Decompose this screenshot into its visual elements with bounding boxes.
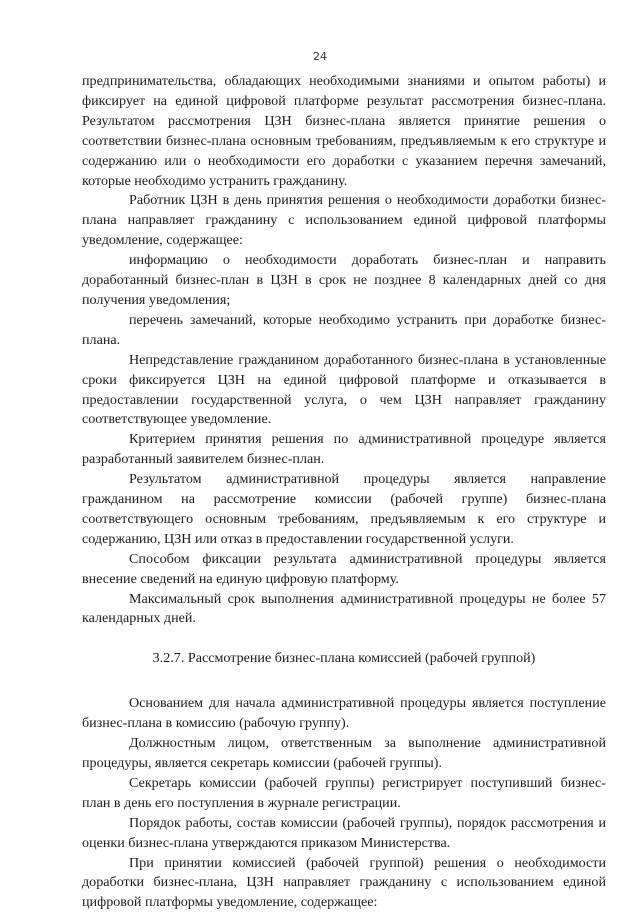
paragraph: Работник ЦЗН в день принятия решения о необходимости доработки бизнес-плана направляет гражданину с использованием единой цифровой платформы уведомление, содержащее: [82,192,606,249]
paragraph: Результатом административной процедуры является направление гражданином на рассмотрение комиссии (рабочей группе) бизнес-плана соответствующего основным требованиям, предъявляемым к его структуре и содержанию, ЦЗН или отказ в предоставлении государственной услуги. [82,471,606,547]
paragraph: Критерием принятия решения по административной процедуре является разработанный заявителем бизнес-план. [82,431,606,468]
paragraph: Непредставление гражданином доработанного бизнес-плана в установленные сроки фиксируется ЦЗН на единой цифровой платформе и отказывается в предоставлении государственной услуга, о чем ЦЗН направляет гражданину соответствующее уведомление. [82,351,606,428]
paragraph: Должностным лицом, ответственным за выполнение административной процедуры, является секретарь комиссии (рабочей группы). [82,735,606,771]
paragraph: Порядок работы, состав комиссии (рабочей группы), порядок рассмотрения и оценки бизнес-плана утверждаются приказом Министерства. [82,814,606,851]
paragraph: перечень замечаний, которые необходимо устранить при доработке бизнес- плана. [82,311,606,348]
paragraph: Способом фиксации результата административной процедуры является внесение сведений на единую цифровую платформу. [82,550,606,587]
paragraph: информацию о необходимости доработать бизнес-план и направить доработанный бизнес-план в ЦЗН в срок не позднее 8 календарных дней со дня получения уведомления; [82,252,606,308]
page-number: 24 [313,50,327,63]
document-body [82,72,606,913]
section-heading: 3.2.7. Рассмотрение бизнес-плана комиссией (рабочей группой) [152,650,536,667]
paragraph: Секретарь комиссии (рабочей группы) регистрирует поступивший бизнес-план в день его поступления в журнале регистрации. [82,774,606,811]
paragraph: Основанием для начала административной процедуры является поступление бизнес-плана в комиссию (рабочую группу). [82,695,606,732]
paragraph: Максимальный срок выполнения административной процедуры не более 57 календарных дней. [82,590,606,627]
paragraph: При принятии комиссией (рабочей группой) решения о необходимости доработки бизнес-плана, ЦЗН направляет гражданину с использованием единой цифровой платформы уведомление, содержащее: [82,854,606,911]
paragraph: предпринимательства, обладающих необходимыми знаниями и опытом работы) и фиксирует на единой цифровой платформе результат рассмотрения бизнес-плана. Результатом рассмотрения ЦЗН бизнес-плана является принятие решения о соответствии бизнес-плана основным требованиям, предъявляемым к его структуре и содержанию или о необходимости его доработки с указанием перечня замечаний, которые необходимо устранить гражданину. [82,73,606,189]
